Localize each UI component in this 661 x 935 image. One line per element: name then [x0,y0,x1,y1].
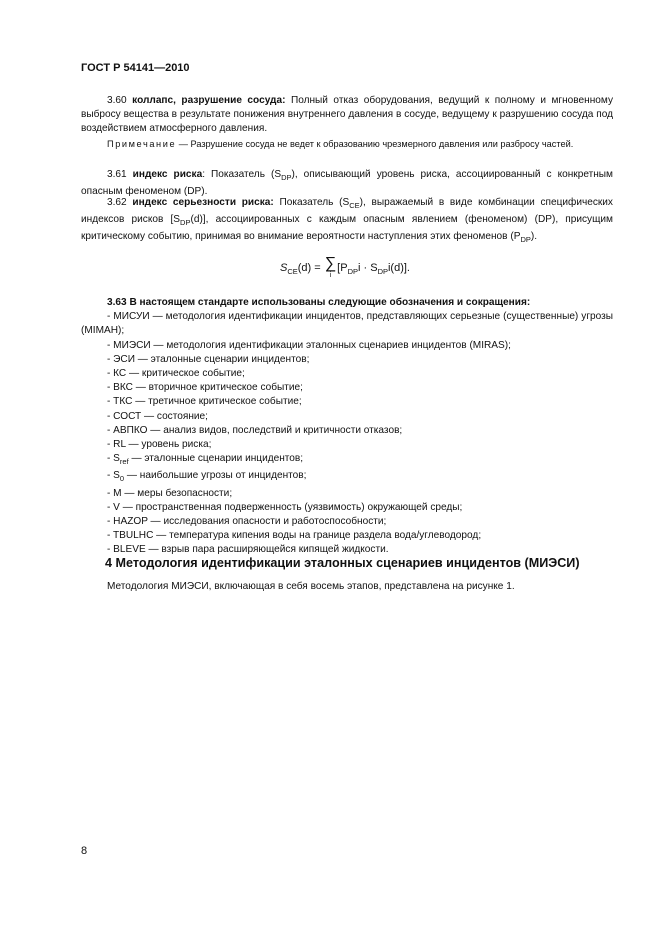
subscript: DP [520,235,531,245]
list-item: - V — пространственная подверженность (уязвимость) окружающей среды; [107,501,463,513]
abbreviations-list [81,310,613,557]
formula-sce [280,256,410,280]
section-3-60 [81,94,613,137]
term: индекс серьезности риска: [132,197,274,208]
clause-number: 3.61 [107,169,127,180]
section-3-62 [81,196,613,248]
list-item: - TBULHC — температура кипения воды на границе раздела вода/углеводород; [107,530,482,542]
clause-number: 3.60 [107,95,127,106]
sref-sub: ref [119,457,129,467]
note-block [81,138,613,151]
list-item: - МИСУИ — методология идентификации инцидентов, представляющих серьезные (существенные) угрозы (MIMAH); [81,311,613,337]
term: индекс риска [132,169,203,180]
list-item: - СОСТ — состояние; [107,410,208,422]
s0-prefix: - S [107,470,120,482]
sigma-glyph: ∑ [324,255,337,272]
list-item: - ЭСИ — эталонные сценарии инцидентов; [107,353,310,365]
list-item: - ТКС — третичное критическое событие; [107,396,302,408]
list-item: - BLEVE — взрыв пара расширяющейся кипящей жидкости. [107,544,389,556]
page-number: 8 [81,845,88,857]
sigma-index: i [329,272,332,279]
formula-tail: i(d)]. [387,261,410,274]
list-item: - М — меры безопасности; [107,487,233,499]
note [81,138,613,151]
list-item: - HAZOP — исследования опасности и работоспособности; [107,516,387,528]
sum-symbol [325,256,336,280]
list-item: - КС — критическое событие; [107,368,245,380]
list-item: - АВПКО — анализ видов, последствий и критичности отказов; [107,424,403,436]
formula-open: [P [337,261,348,274]
definition-text-a: : Показатель (S [202,169,282,180]
abbreviations-intro: 3.63 В настоящем стандарте использованы следующие обозначения и сокращения: [107,297,531,308]
term: коллапс, разрушение сосуда: [132,95,286,106]
note-text: Разрушение сосуда не ведет к образованию чрезмерного давления или разбросу частей. [190,139,574,149]
formula-p-sub: DP [347,267,358,277]
subscript: DP [180,218,191,228]
s0-sub: 0 [119,474,125,484]
section-3-63 [81,296,613,558]
definition-text-b: ), выражаемый в виде комбинации специфических индексов рисков [S [81,197,613,226]
definition-3-62 [81,196,613,248]
definition-text-d: ). [530,231,538,243]
s0-text: — наибольшие угрозы от инцидентов; [124,470,307,482]
note-label: Примечание [107,139,177,149]
note-dash: — [178,139,188,149]
section-4-body [81,580,613,594]
subscript: DP [281,173,292,183]
list-item: - МИЭСИ — методология идентификации эталонных сценариев инцидентов (MIRAS); [107,339,511,351]
formula-lhs-arg: (d) = [297,261,321,274]
sref-text: — эталонные сценарии инцидентов; [128,453,304,465]
formula-s-sub: DP [377,267,388,277]
definition-text-c: (d)], ассоциированных с каждым опасным явлением (феноменом) (DP), присущим критическому событию, принимая во внимание вероятности наступления этих феноменов (P [81,214,613,243]
definition-3-61 [81,168,613,199]
section-3-61 [81,168,613,199]
subscript: CE [349,201,360,211]
section-4-heading: 4 Методология идентификации эталонных сценариев инцидентов (МИЭСИ) [105,556,580,570]
clause-number: 3.62 [107,197,127,208]
formula-mid: i · S [358,261,378,274]
sref-prefix: - S [107,453,120,465]
page-header: ГОСТ Р 54141—2010 [81,62,190,74]
list-item [81,469,613,486]
definition-text-a: Показатель (S [279,197,350,208]
section-4-text: Методология МИЭСИ, включающая в себя восемь этапов, представлена на рисунке 1. [107,581,515,592]
definition-text: Полный отказ оборудования, ведущий к полному и мгновенному выбросу вещества в результате понижения внутреннего давления в сосуде, ведущему к разрушению сосуда под воздействием атмосферного давления. [81,95,613,135]
formula-lhs: S [280,261,288,274]
formula-lhs-sub: CE [287,267,298,277]
definition-3-60 [81,94,613,137]
definition-text-b: ), описывающий уровень риска, ассоциированный с конкретным опасным феноменом (DP). [81,169,613,198]
list-item: - ВКС — вторичное критическое событие; [107,382,303,394]
list-item: - RL — уровень риска; [107,439,212,451]
list-item [81,452,613,469]
